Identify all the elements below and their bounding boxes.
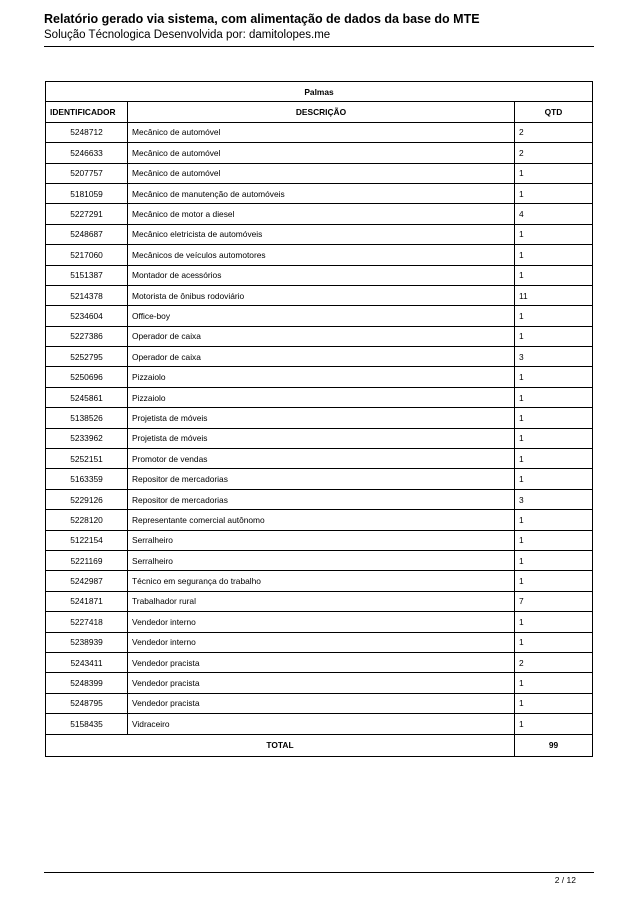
cell-description: Projetista de móveis	[128, 408, 515, 428]
column-header-id: IDENTIFICADOR	[46, 102, 128, 122]
column-header-qty: QTD	[515, 102, 593, 122]
cell-qty: 1	[515, 224, 593, 244]
table-row	[46, 612, 593, 632]
cell-qty: 1	[515, 714, 593, 734]
cell-description: Serralheiro	[128, 550, 515, 570]
cell-id: 5163359	[46, 469, 128, 489]
cell-qty: 1	[515, 367, 593, 387]
cell-qty: 1	[515, 469, 593, 489]
cell-description: Vendedor interno	[128, 632, 515, 652]
cell-description: Técnico em segurança do trabalho	[128, 571, 515, 591]
cell-id: 5151387	[46, 265, 128, 285]
table-row	[46, 408, 593, 428]
cell-id: 5245861	[46, 387, 128, 407]
table-row	[46, 306, 593, 326]
cell-qty: 2	[515, 122, 593, 142]
cell-description: Mecânicos de veículos automotores	[128, 245, 515, 265]
cell-description: Pizzaiolo	[128, 367, 515, 387]
cell-id: 5250696	[46, 367, 128, 387]
cell-id: 5234604	[46, 306, 128, 326]
table-row	[46, 163, 593, 183]
cell-description: Mecânico eletricista de automóveis	[128, 224, 515, 244]
cell-id: 5248687	[46, 224, 128, 244]
table-row	[46, 347, 593, 367]
table-row	[46, 591, 593, 611]
cell-description: Operador de caixa	[128, 347, 515, 367]
cell-qty: 1	[515, 550, 593, 570]
cell-description: Repositor de mercadorias	[128, 489, 515, 509]
cell-qty: 1	[515, 693, 593, 713]
cell-id: 5227418	[46, 612, 128, 632]
table-row	[46, 673, 593, 693]
table-row	[46, 387, 593, 407]
cell-id: 5181059	[46, 183, 128, 203]
table-row	[46, 489, 593, 509]
cell-id: 5221169	[46, 550, 128, 570]
cell-description: Mecânico de motor a diesel	[128, 204, 515, 224]
cell-qty: 2	[515, 143, 593, 163]
report-subtitle: Solução Técnologica Desenvolvida por: damitolopes.me	[44, 29, 331, 41]
table-row	[46, 571, 593, 591]
cell-id: 5228120	[46, 510, 128, 530]
cell-description: Mecânico de automóvel	[128, 163, 515, 183]
table-row	[46, 652, 593, 672]
cell-description: Projetista de móveis	[128, 428, 515, 448]
cell-description: Vendedor interno	[128, 612, 515, 632]
jobs-table	[45, 81, 593, 757]
cell-id: 5243411	[46, 652, 128, 672]
table-row	[46, 122, 593, 142]
table-row	[46, 265, 593, 285]
cell-qty: 1	[515, 673, 593, 693]
header-divider	[44, 46, 594, 47]
table-row	[46, 510, 593, 530]
cell-description: Repositor de mercadorias	[128, 469, 515, 489]
cell-qty: 4	[515, 204, 593, 224]
cell-qty: 1	[515, 245, 593, 265]
table-body	[46, 122, 593, 734]
total-value: 99	[515, 734, 593, 756]
table-row	[46, 183, 593, 203]
cell-description: Vendedor pracista	[128, 693, 515, 713]
cell-description: Promotor de vendas	[128, 449, 515, 469]
cell-id: 5217060	[46, 245, 128, 265]
cell-qty: 1	[515, 510, 593, 530]
cell-description: Mecânico de manutenção de automóveis	[128, 183, 515, 203]
cell-qty: 1	[515, 449, 593, 469]
cell-id: 5238939	[46, 632, 128, 652]
cell-id: 5138526	[46, 408, 128, 428]
cell-qty: 1	[515, 306, 593, 326]
cell-qty: 1	[515, 632, 593, 652]
cell-description: Vendedor pracista	[128, 673, 515, 693]
table-row	[46, 693, 593, 713]
cell-id: 5233962	[46, 428, 128, 448]
cell-id: 5252151	[46, 449, 128, 469]
cell-id: 5229126	[46, 489, 128, 509]
cell-description: Vidraceiro	[128, 714, 515, 734]
cell-id: 5241871	[46, 591, 128, 611]
page-number: 2 / 12	[554, 875, 576, 885]
table-row	[46, 449, 593, 469]
cell-qty: 1	[515, 265, 593, 285]
cell-description: Motorista de ônibus rodoviário	[128, 285, 515, 305]
cell-id: 5242987	[46, 571, 128, 591]
cell-id: 5207757	[46, 163, 128, 183]
table-row	[46, 367, 593, 387]
table-row	[46, 469, 593, 489]
column-header-description: DESCRIÇÃO	[128, 102, 515, 122]
cell-qty: 1	[515, 530, 593, 550]
cell-qty: 1	[515, 408, 593, 428]
cell-qty: 1	[515, 612, 593, 632]
cell-id: 5248712	[46, 122, 128, 142]
table-row	[46, 428, 593, 448]
cell-qty: 11	[515, 285, 593, 305]
cell-id: 5122154	[46, 530, 128, 550]
report-header	[44, 11, 594, 43]
cell-qty: 1	[515, 387, 593, 407]
cell-qty: 3	[515, 347, 593, 367]
cell-qty: 7	[515, 591, 593, 611]
total-row	[46, 734, 593, 756]
table-row	[46, 550, 593, 570]
cell-description: Montador de acessórios	[128, 265, 515, 285]
cell-description: Serralheiro	[128, 530, 515, 550]
city-heading: Palmas	[46, 82, 593, 102]
cell-description: Mecânico de automóvel	[128, 122, 515, 142]
cell-description: Operador de caixa	[128, 326, 515, 346]
table-row	[46, 224, 593, 244]
cell-qty: 2	[515, 652, 593, 672]
cell-id: 5227291	[46, 204, 128, 224]
cell-id: 5158435	[46, 714, 128, 734]
cell-description: Trabalhador rural	[128, 591, 515, 611]
table-row	[46, 714, 593, 734]
cell-qty: 3	[515, 489, 593, 509]
table-row	[46, 285, 593, 305]
cell-id: 5246633	[46, 143, 128, 163]
cell-id: 5248399	[46, 673, 128, 693]
table-row	[46, 143, 593, 163]
cell-qty: 1	[515, 326, 593, 346]
cell-qty: 1	[515, 183, 593, 203]
table-row	[46, 530, 593, 550]
table-row	[46, 326, 593, 346]
report-title: Relatório gerado via sistema, com alimentação de dados da base do MTE	[44, 12, 480, 26]
cell-description: Vendedor pracista	[128, 652, 515, 672]
cell-description: Mecânico de automóvel	[128, 143, 515, 163]
table-row	[46, 632, 593, 652]
total-label: TOTAL	[46, 734, 515, 756]
cell-id: 5252795	[46, 347, 128, 367]
cell-qty: 1	[515, 571, 593, 591]
cell-description: Pizzaiolo	[128, 387, 515, 407]
cell-id: 5214378	[46, 285, 128, 305]
cell-qty: 1	[515, 163, 593, 183]
cell-id: 5227386	[46, 326, 128, 346]
cell-description: Representante comercial autônomo	[128, 510, 515, 530]
table-row	[46, 245, 593, 265]
table-row	[46, 204, 593, 224]
cell-id: 5248795	[46, 693, 128, 713]
footer-divider	[44, 872, 594, 873]
cell-qty: 1	[515, 428, 593, 448]
cell-description: Office-boy	[128, 306, 515, 326]
